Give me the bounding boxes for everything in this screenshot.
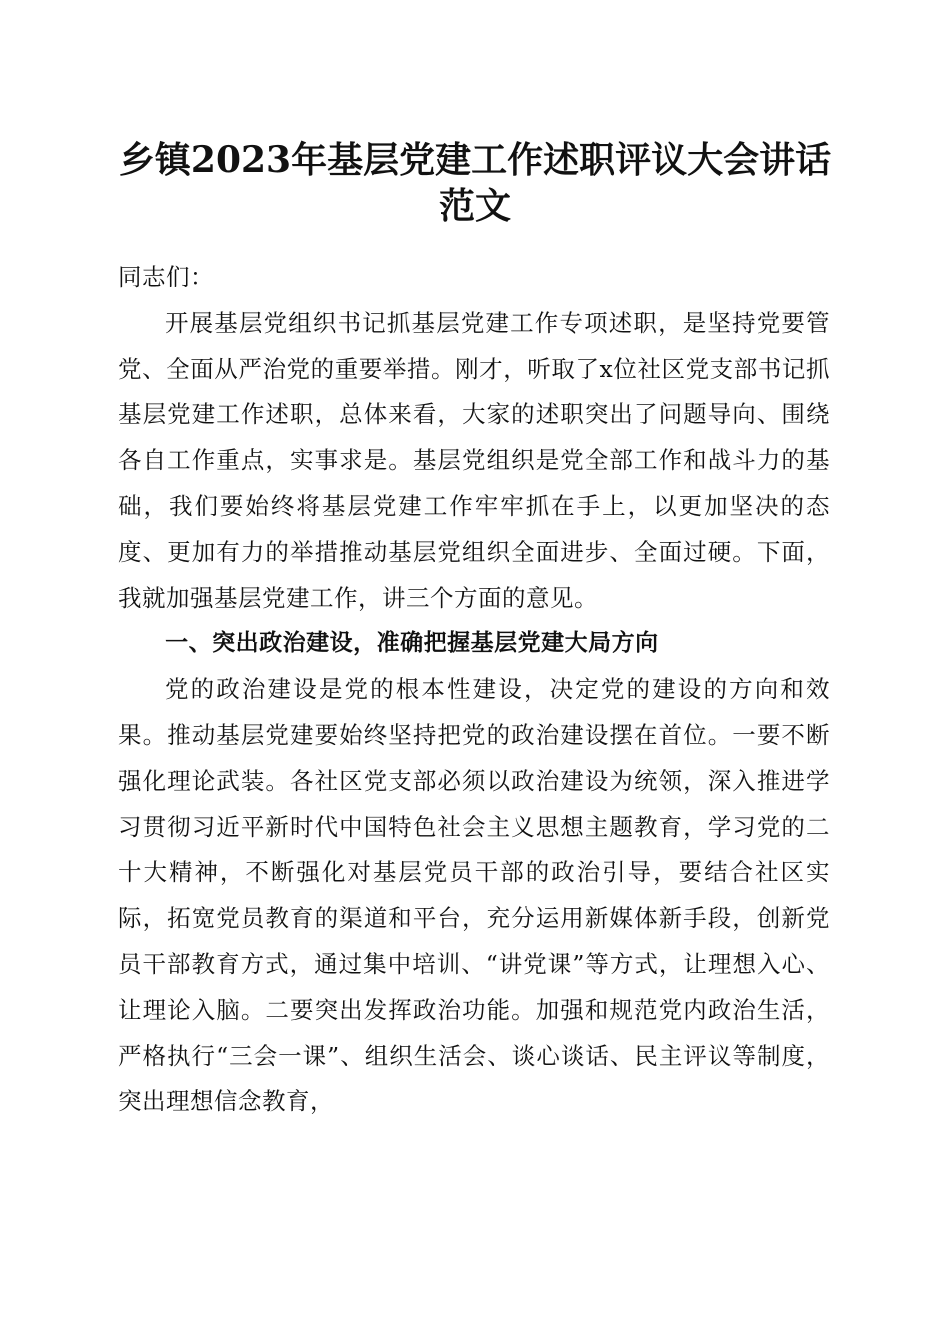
document-body	[118, 255, 830, 1125]
salutation: 同志们：	[118, 263, 214, 291]
section1-heading: 一、突出政治建设，准确把握基层党建大局方向	[165, 630, 659, 657]
section1-paragraph: 党的政治建设是党的根本性建设，决定党的建设的方向和效果。推动基层党建要始终坚持把党的政治建设摆在首位。一要不断强化理论武装。各社区党支部必须以政治建设为统领，深入推进学习贯彻习近平新时代中国特色社会主义思想主题教育，学习党的二十大精神，不断强化对基层党员干部的政治引导，要结合社区实际，拓宽党员教育的渠道和平台，充分运用新媒体新手段，创新党员干部教育方式，通过集中培训、“讲党课”等方式，让理想入心、让理论入脑。二要突出发挥政治功能。加强和规范党内政治生活，严格执行“三会一课”、组织生活会、谈心谈话、民主评议等制度，突出理想信念教育，	[118, 675, 830, 1116]
document-title-line1: 乡镇2023年基层党建工作述职评议大会讲话	[118, 139, 832, 181]
document-title-line2: 范文	[438, 185, 511, 227]
intro-paragraph: 开展基层党组织书记抓基层党建工作专项述职，是坚持党要管党、全面从严治党的重要举措。刚才，听取了x位社区党支部书记抓基层党建工作述职，总体来看，大家的述职突出了问题导向、围绕各自工作重点，实事求是。基层党组织是党全部工作和战斗力的基础，我们要始终将基层党建工作牢牢抓在手上，以更加坚决的态度、更加有力的举措推动基层党组织全面进步、全面过硬。下面，我就加强基层党建工作，讲三个方面的意见。	[118, 308, 830, 612]
